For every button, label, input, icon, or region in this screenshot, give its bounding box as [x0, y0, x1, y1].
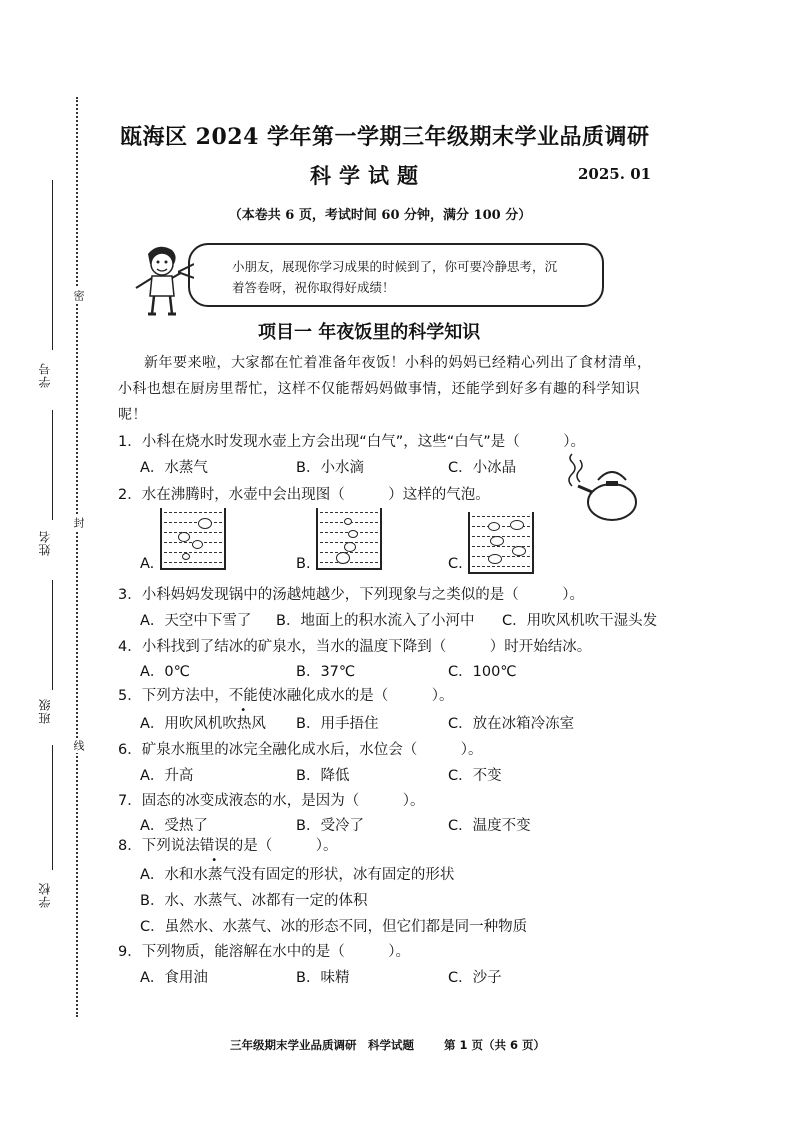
question-5-stem-post: 使冰融化成水的是（ ）。 [257, 688, 454, 704]
question-4-stem: 4．小科找到了结冰的矿泉水，当水的温度下降到（ ）时开始结冰。 [118, 639, 592, 655]
question-8-stem-pre: 8．下列说法 [118, 838, 200, 854]
question-9-stem: 9．下列物质，能溶解在水中的是（ ）。 [118, 944, 410, 960]
question-5-stem-pre: 5．下列方法中， [118, 688, 229, 704]
question-6-stem: 6．矿泉水瓶里的冰完全融化成水后，水位会（ ）。 [118, 742, 483, 758]
student-id-line [52, 180, 53, 350]
question-9-option-b[interactable]: B．味精 [296, 970, 350, 986]
seal-feng: 封 [72, 517, 85, 528]
name-line [52, 410, 53, 520]
question-7-option-c[interactable]: C．温度不变 [448, 818, 531, 834]
question-1-option-c[interactable]: C．小冰晶 [448, 460, 517, 476]
question-7-option-b[interactable]: B．受冷了 [296, 818, 364, 834]
question-4-option-a[interactable]: A．0℃ [140, 664, 190, 680]
seal-dotted-line [76, 97, 78, 1017]
question-3-option-b[interactable]: B．地面上的积水流入了小河中 [276, 613, 475, 629]
student-id-label: 学号 [38, 362, 52, 388]
question-8-option-a[interactable]: A．水和水蒸气没有固定的形状，冰有固定的形状 [140, 867, 455, 883]
question-8-option-b[interactable]: B．水、水蒸气、冰都有一定的体积 [140, 893, 368, 909]
question-6-option-a[interactable]: A．升高 [140, 768, 194, 784]
question-9-option-c[interactable]: C．沙子 [448, 970, 502, 986]
question-5-emphasis: 不能 [228, 688, 258, 704]
question-1-option-b[interactable]: B．小水滴 [296, 460, 364, 476]
question-8-option-c[interactable]: C．虽然水、水蒸气、冰的形态不同，但它们都是同一种物质 [140, 919, 528, 935]
question-8-stem-post: 的是（ ）。 [228, 838, 338, 854]
section-title: 项目一 年夜饭里的科学知识 [258, 322, 481, 343]
footer-page-number: 第 1 页（共 6 页） [444, 1038, 546, 1052]
class-label: 班级 [38, 698, 52, 724]
question-5-stem [118, 684, 453, 705]
question-3-option-c[interactable]: C．用吹风机吹干湿头发 [502, 613, 658, 629]
exam-note: （本卷共 6 页，考试时间 60 分钟，满分 100 分） [228, 208, 532, 223]
footer-title: 三年级期末学业品质调研 科学试题 [230, 1038, 414, 1052]
question-3-stem: 3．小科妈妈发现锅中的汤越炖越少，下列现象与之类似的是（ ）。 [118, 587, 584, 603]
page-footer [230, 1037, 545, 1053]
class-line [52, 580, 53, 690]
school-line [52, 745, 53, 870]
question-7-option-a[interactable]: A．受热了 [140, 818, 208, 834]
seal-xian: 线 [72, 740, 85, 751]
question-2-option-b[interactable]: B. [296, 556, 311, 572]
question-4-option-b[interactable]: B．37℃ [296, 664, 356, 680]
speech-line-1: 小朋友，展现你学习成果的时候到了，你可要冷静思考，沉 [232, 259, 558, 274]
question-7-stem: 7．固态的冰变成液态的水，是因为（ ）。 [118, 793, 425, 809]
question-6-option-b[interactable]: B．降低 [296, 768, 350, 784]
question-5-option-a[interactable]: A．用吹风机吹热风 [140, 716, 266, 732]
speech-bubble-text [232, 256, 587, 298]
question-5-option-b[interactable]: B．用手捂住 [296, 716, 379, 732]
name-label: 姓名 [38, 530, 52, 556]
question-2-option-a[interactable]: A. [140, 556, 155, 572]
question-5-option-c[interactable]: C．放在冰箱冷冻室 [448, 716, 575, 732]
question-1-stem: 1．小科在烧水时发现水壶上方会出现“白气”，这些“白气”是（ ）。 [118, 434, 586, 450]
exam-date: 2025. 01 [578, 165, 652, 183]
section-intro: 新年要来啦，大家都在忙着准备年夜饭！小科的妈妈已经精心列出了食材清单，小科也想在厨房里帮忙，这样不仅能帮妈妈做事情，还能学到好多有趣的科学知识呢！ [118, 355, 652, 423]
question-4-option-c[interactable]: C．100℃ [448, 664, 517, 680]
question-9-option-a[interactable]: A．食用油 [140, 970, 208, 986]
question-2-option-c[interactable]: C. [448, 556, 463, 572]
speech-line-2: 着答卷呀，祝你取得好成绩！ [232, 280, 395, 295]
kettle-steam-illustration [562, 450, 640, 524]
exam-title: 瓯海区 2024 学年第一学期三年级期末学业品质调研 [120, 124, 650, 150]
school-label: 学校 [38, 882, 52, 908]
question-2-stem: 2．水在沸腾时，水壶中会出现图（ ）这样的气泡。 [118, 487, 490, 503]
beaker-a-diagram [160, 508, 226, 570]
beaker-b-diagram [316, 508, 382, 570]
question-8-emphasis: 错误 [199, 838, 229, 854]
question-6-option-c[interactable]: C．不变 [448, 768, 502, 784]
question-3-option-a[interactable]: A．天空中下雪了 [140, 613, 252, 629]
seal-mi: 密 [72, 290, 85, 301]
question-1-option-a[interactable]: A．水蒸气 [140, 460, 208, 476]
question-8-stem [118, 834, 337, 855]
beaker-c-diagram [468, 512, 534, 574]
exam-subtitle: 科学试题 [310, 163, 426, 188]
